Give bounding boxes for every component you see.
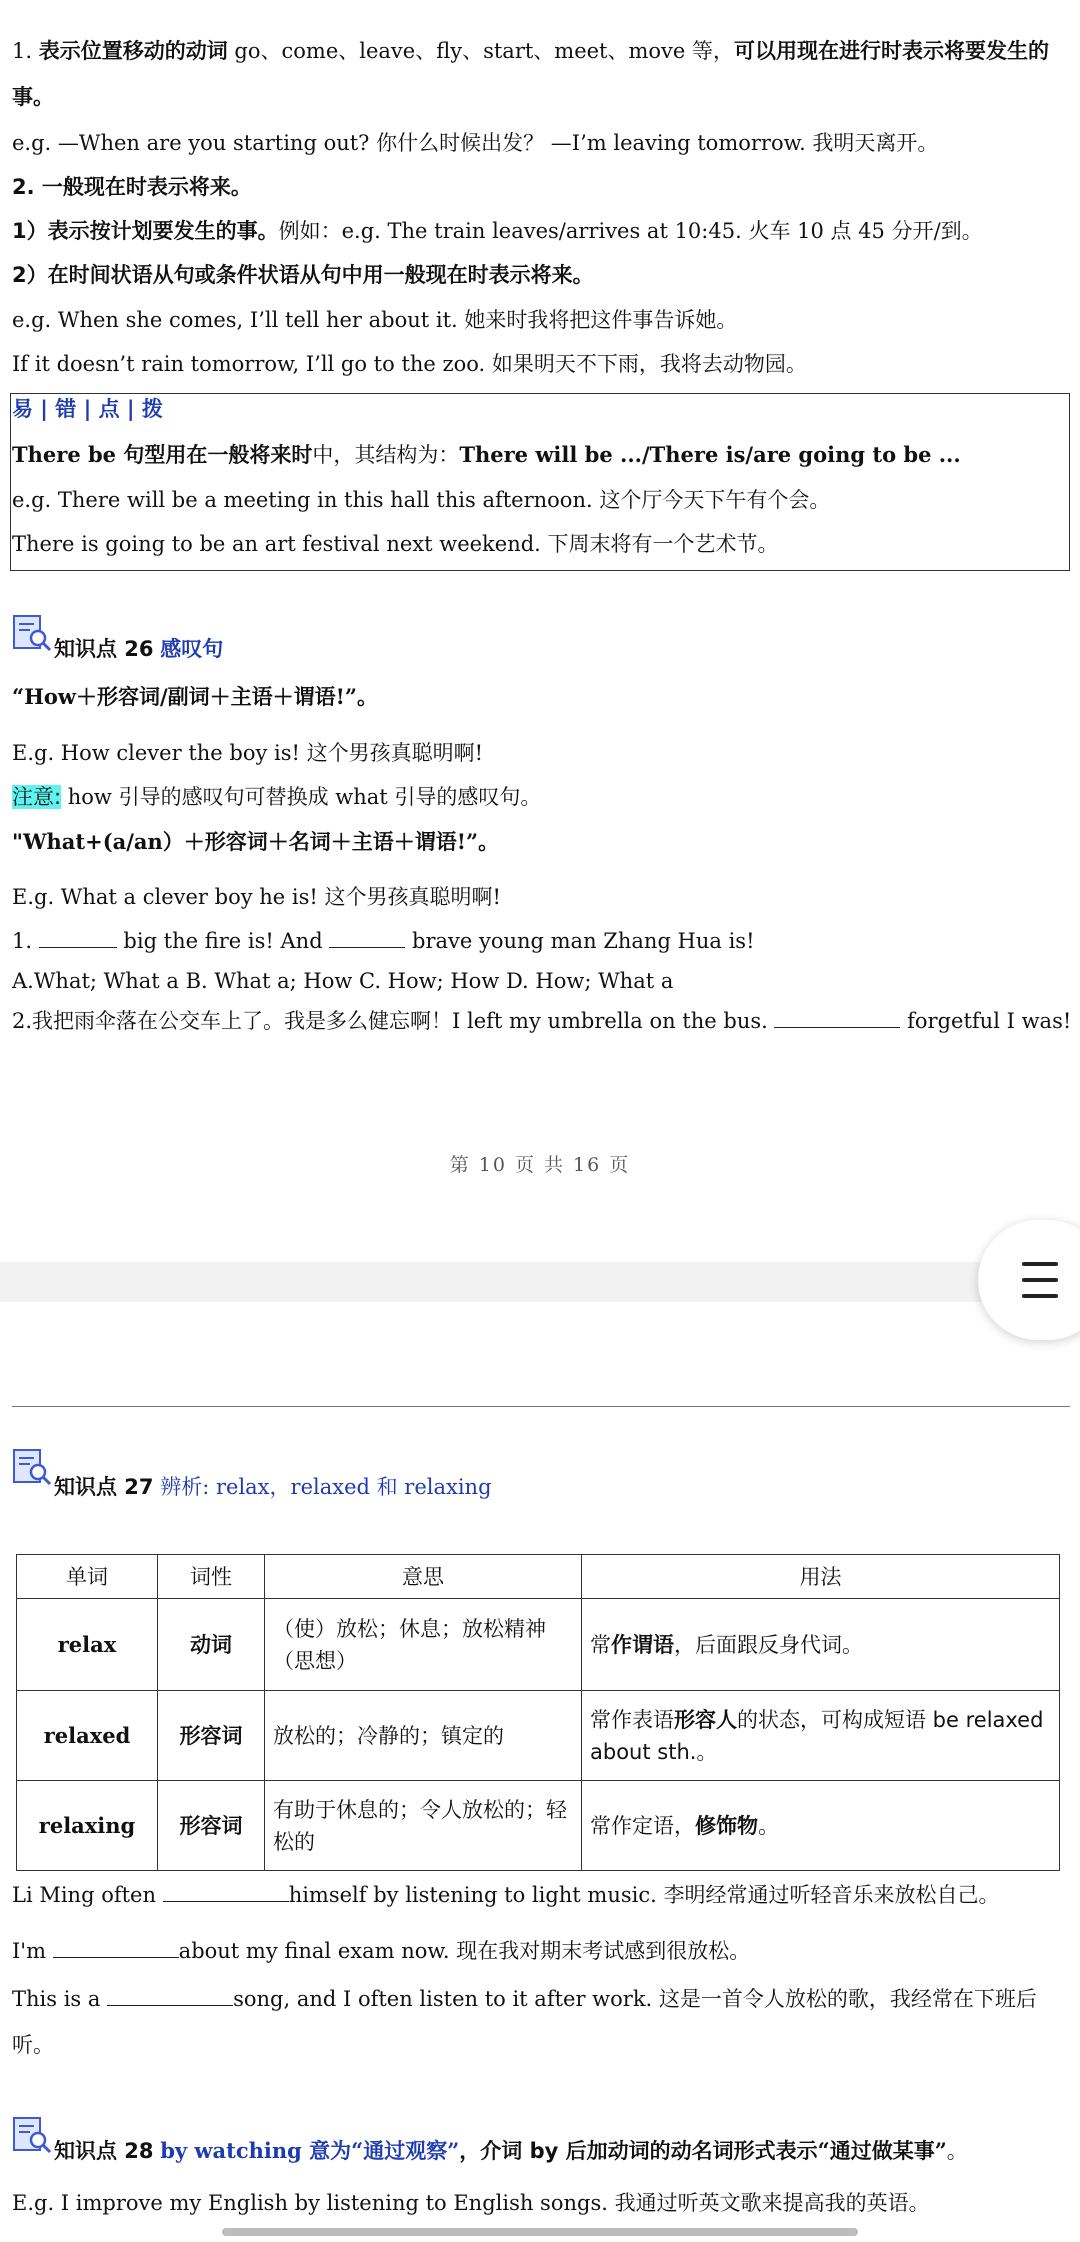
tip-line-1: There be 句型用在一般将来时中，其结构为：There will be .../There is/are going to be ...	[12, 442, 961, 467]
meaning-cell: 放松的；冷静的；镇定的	[265, 1691, 582, 1781]
menu-button[interactable]	[978, 1220, 1080, 1340]
answer-blank[interactable]	[53, 1937, 179, 1958]
horizontal-scrollbar[interactable]	[222, 2228, 858, 2236]
pos-cell: 形容词	[158, 1691, 265, 1781]
usage-cell: 常作谓语，后面跟反身代词。	[582, 1599, 1060, 1691]
rule-1-line: 1. 表示位置移动的动词 go、come、leave、fly、start、meet、move 等，可以用现在进行时表示将要发生的	[12, 39, 1050, 63]
page-number: 第 10 页 共 16 页	[449, 1154, 631, 1176]
rule-1-line-2: 事。	[12, 85, 54, 109]
kp27-heading: 知识点 27 辨析: relax，relaxed 和 relaxing	[54, 1475, 492, 1499]
how-structure: “How＋形容词/副词＋主语＋谓语!”。	[12, 684, 378, 709]
knowledge-point-icon	[12, 2116, 52, 2154]
what-example: E.g. What a clever boy he is! 这个男孩真聪明啊!	[12, 885, 501, 909]
note-line: 注意: how 引导的感叹句可替换成 what 引导的感叹句。	[12, 785, 542, 809]
pos-cell: 动词	[158, 1599, 265, 1691]
example-line: e.g. —When are you starting out? 你什么时候出发？ —I’m leaving tomorrow. 我明天离开。	[12, 131, 939, 155]
exercise-3-cont: 听。	[12, 2033, 54, 2057]
example-when-line: e.g. When she comes, I’ll tell her about it. 她来时我将把这件事告诉她。	[12, 308, 738, 332]
meaning-cell: （使）放松；休息；放松精神（思想）	[265, 1599, 582, 1691]
answer-blank[interactable]	[329, 927, 405, 948]
tip-line-3: There is going to be an art festival next weekend. 下周末将有一个艺术节。	[12, 532, 779, 556]
exercise-3: This is a song, and I often listen to it after work. 这是一首令人放松的歌，我经常在下班后	[12, 1987, 1037, 2011]
menu-icon	[1022, 1262, 1058, 1266]
how-example: E.g. How clever the boy is! 这个男孩真聪明啊!	[12, 741, 484, 765]
exercise-2: I'm about my final exam now. 现在我对期末考试感到很放松。	[12, 1939, 751, 1963]
word-table	[16, 1554, 1060, 1871]
menu-icon	[1022, 1294, 1058, 1298]
table-header: 单词	[17, 1555, 158, 1599]
table-row	[17, 1781, 1060, 1871]
rule-2-1-line: 1）表示按计划要发生的事。例如：e.g. The train leaves/arrives at 10:45. 火车 10 点 45 分开/到。	[12, 219, 983, 243]
header-rule	[12, 1406, 1070, 1407]
table-header-row	[17, 1555, 1060, 1599]
usage-cell: 常作定语，修饰物。	[582, 1781, 1060, 1871]
word-cell: relaxed	[17, 1691, 158, 1781]
exercise-1: Li Ming often himself by listening to light music. 李明经常通过听轻音乐来放松自己。	[12, 1883, 1000, 1907]
table-header: 用法	[582, 1555, 1060, 1599]
kp28-heading: 知识点 28 by watching 意为“通过观察”，介词 by 后加动词的动名词形式表示“通过做某事”。	[54, 2138, 968, 2163]
table-row	[17, 1599, 1060, 1691]
pos-cell: 形容词	[158, 1781, 265, 1871]
word-cell: relax	[17, 1599, 158, 1691]
knowledge-point-icon	[12, 1448, 52, 1486]
what-structure: "What+(a/an）＋形容词＋名词＋主语＋谓语!”。	[12, 829, 500, 854]
answer-blank[interactable]	[39, 927, 117, 948]
rule-2-heading: 2. 一般现在时表示将来。	[12, 175, 252, 199]
example-if-line: If it doesn’t rain tomorrow, I’ll go to the zoo. 如果明天不下雨，我将去动物园。	[12, 352, 807, 376]
note-label: 注意:	[12, 785, 62, 809]
question-2: 2.我把雨伞落在公交车上了。我是多么健忘啊！I left my umbrella on the bus. forgetful I was!	[12, 1009, 1072, 1033]
table-header: 意思	[265, 1555, 582, 1599]
menu-icon	[1022, 1278, 1058, 1282]
kp26-heading: 知识点 26 感叹句	[54, 637, 224, 661]
meaning-cell: 有助于休息的；令人放松的；轻松的	[265, 1781, 582, 1871]
kp28-example: E.g. I improve my English by listening to English songs. 我通过听英文歌来提高我的英语。	[12, 2191, 930, 2215]
answer-blank[interactable]	[163, 1881, 289, 1902]
question-1-options: A.What; What a B. What a; How C. How; How D. How; What a	[12, 969, 674, 993]
answer-blank[interactable]	[107, 1985, 233, 2006]
table-header: 词性	[158, 1555, 265, 1599]
tip-title: 易 | 错 | 点 | 拨	[12, 397, 163, 421]
knowledge-point-icon	[12, 614, 52, 652]
question-1: 1. big the fire is! And brave young man Zhang Hua is!	[12, 929, 755, 953]
page-gap	[0, 1262, 1080, 1302]
tip-line-2: e.g. There will be a meeting in this hall this afternoon. 这个厅今天下午有个会。	[12, 488, 831, 512]
rule-2-2-line: 2）在时间状语从句或条件状语从句中用一般现在时表示将来。	[12, 263, 594, 287]
table-row	[17, 1691, 1060, 1781]
answer-blank[interactable]	[774, 1007, 900, 1028]
word-cell: relaxing	[17, 1781, 158, 1871]
usage-cell: 常作表语形容人的状态，可构成短语 be relaxed about sth.。	[582, 1691, 1060, 1781]
